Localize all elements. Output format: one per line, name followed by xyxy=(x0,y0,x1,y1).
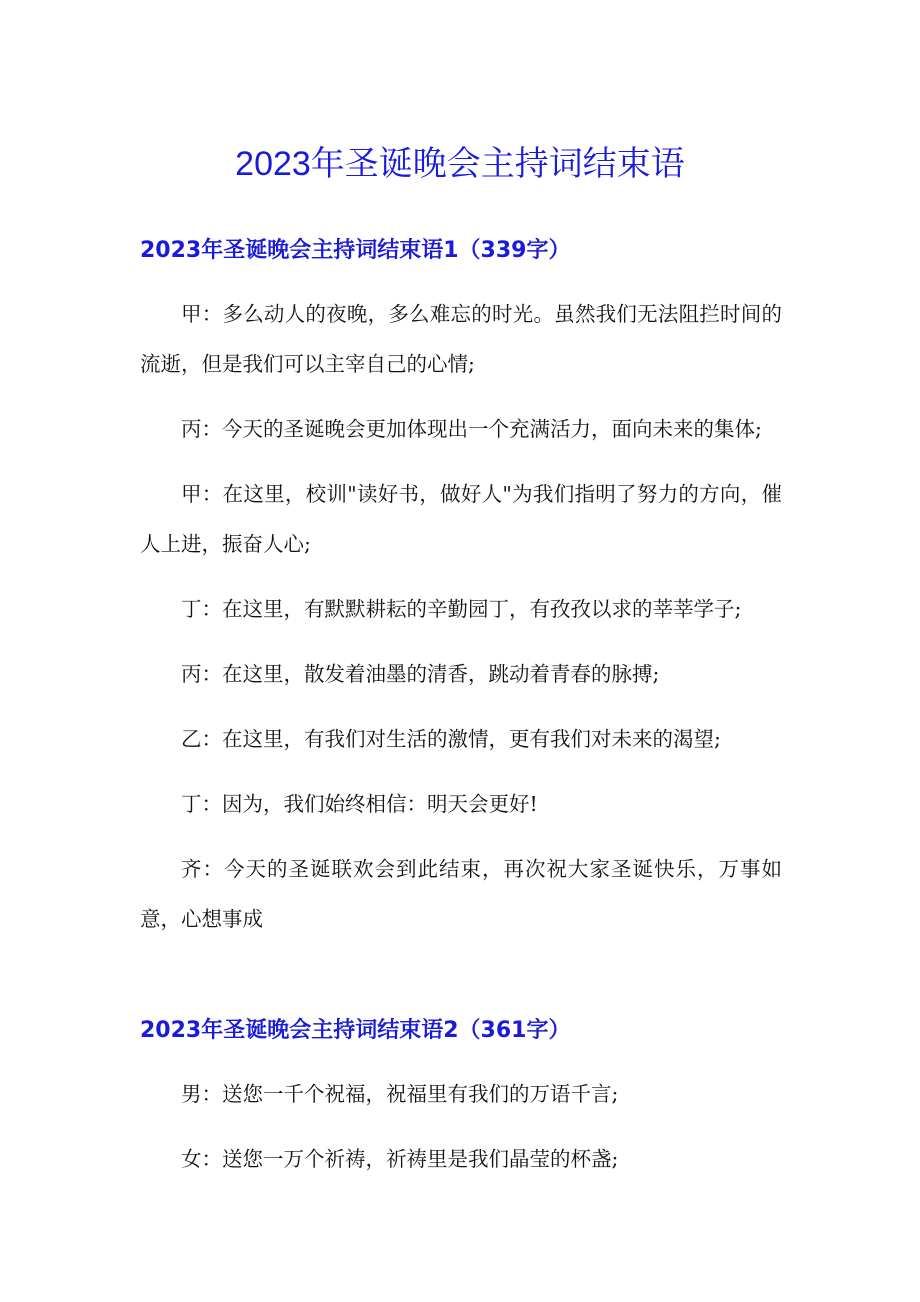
paragraph: 甲：在这里，校训"读好书，做好人"为我们指明了努力的方向，催人上进，振奋人心; xyxy=(140,482,782,556)
document-title: 2023年圣诞晚会主持词结束语 xyxy=(235,145,685,183)
paragraph: 甲：多么动人的夜晚，多么难忘的时光。虽然我们无法阻拦时间的流逝，但是我们可以主宰自己的心情; xyxy=(140,302,782,376)
section-heading-2: 2023年圣诞晚会主持词结束语2（361字） xyxy=(140,1018,571,1043)
paragraph: 乙：在这里，有我们对生活的激情，更有我们对未来的渴望; xyxy=(181,727,721,751)
paragraph: 齐：今天的圣诞联欢会到此结束，再次祝大家圣诞快乐，万事如意，心想事成 xyxy=(140,857,782,931)
paragraph: 女：送您一万个祈祷，祈祷里是我们晶莹的杯盏; xyxy=(181,1147,619,1171)
section-body-1 xyxy=(140,289,782,959)
paragraph: 男：送您一千个祝福，祝福里有我们的万语千言; xyxy=(181,1082,619,1106)
paragraph: 丁：因为，我们始终相信：明天会更好! xyxy=(181,792,538,816)
section-heading-1: 2023年圣诞晚会主持词结束语1（339字） xyxy=(140,238,571,263)
paragraph: 丙：在这里，散发着油墨的清香，跳动着青春的脉搏; xyxy=(181,662,660,686)
paragraph: 丁：在这里，有默默耕耘的辛勤园丁，有孜孜以求的莘莘学子; xyxy=(181,597,742,621)
section-body-2 xyxy=(140,1069,782,1199)
paragraph: 丙：今天的圣诞晚会更加体现出一个充满活力，面向未来的集体; xyxy=(181,417,762,441)
